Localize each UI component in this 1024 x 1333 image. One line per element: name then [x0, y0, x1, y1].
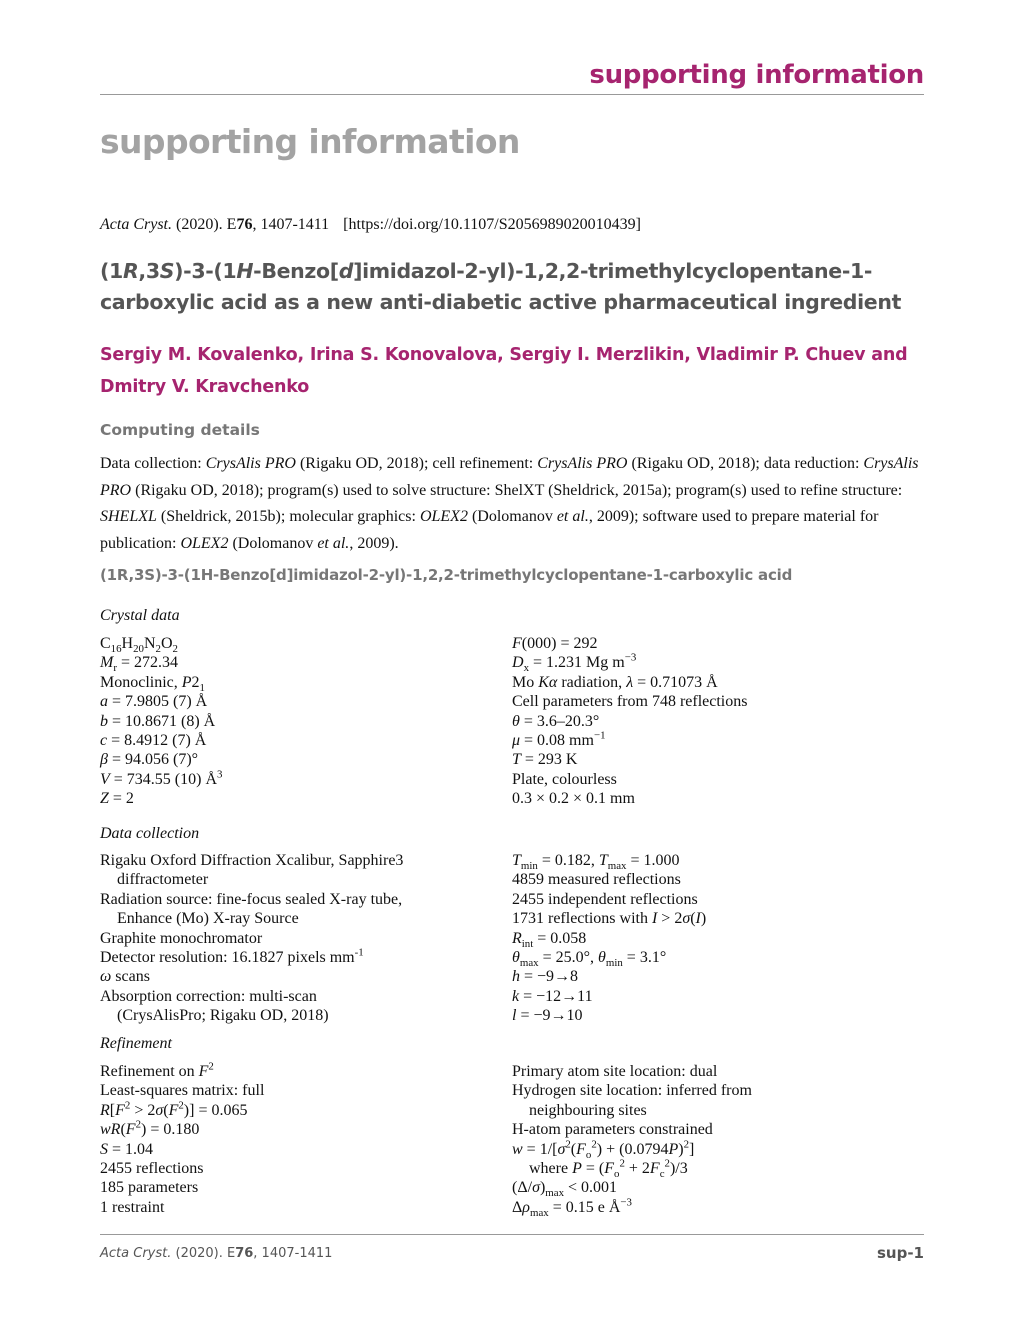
- formula-row: $C_{16}H_{20}N_2O_2$: [100, 635, 178, 656]
- article-title: [100, 256, 930, 318]
- computing-details-text: [100, 451, 930, 557]
- text-run: (Dolomanov: [467, 508, 557, 525]
- data-collection-heading: Data collection: [100, 825, 200, 842]
- h-range-row: h = −9→8: [512, 968, 579, 986]
- text-run: (Sheldrick, 2015b); molecular graphics:: [156, 508, 420, 525]
- refinement-heading: Refinement: [100, 1035, 172, 1052]
- hydrogen-site-row-cont: neighbouring sites: [529, 1101, 647, 1119]
- citation-doi-link[interactable]: [https://doi.org/10.1107/S2056989020010439]: [343, 216, 641, 233]
- primary-site-row: Primary atom site location: dual: [512, 1063, 718, 1080]
- title-part: -Benzo[: [253, 259, 339, 283]
- header-title: supporting information: [589, 60, 924, 90]
- citation-pages: , 1407-1411: [252, 216, 330, 233]
- theta-row: θ = 3.6–20.3°: [512, 712, 600, 730]
- title-part: ,3: [138, 259, 160, 283]
- text-run: (Rigaku OD, 2018); cell refinement:: [295, 455, 538, 472]
- weight-row: $w = 1/[\sigma^2(F_o^2) + (0.0794P)^2]$: [512, 1138, 695, 1161]
- volume-row: V = 734.55 (10) $Å^3$: [100, 768, 223, 788]
- mr-row: $M_r = 272.34$: [100, 654, 178, 675]
- source-row: Radiation source: fine-focus sealed X-ray tube,: [100, 890, 403, 908]
- r-factor-row: $R[F^2 > 2\sigma(F^2)] = 0.065$: [100, 1099, 248, 1119]
- compound-name: (1R,3S)-3-(1H-Benzo[d]imidazol-2-yl)-1,2,2-trimethylcyclopentane-1-carboxylic acid: [100, 566, 793, 584]
- refinement-right: [512, 1062, 752, 1220]
- text-run: , 2009); software used to prepare material for publication:: [100, 508, 879, 552]
- software-name: CrysAlis PRO: [205, 455, 296, 472]
- z-row: Z = 2: [100, 790, 134, 808]
- footer-divider: [100, 1234, 924, 1235]
- habit-row: Plate, colourless: [512, 770, 617, 788]
- monochromator-row: Graphite monochromator: [100, 929, 263, 947]
- footer-pages: , 1407-1411: [253, 1246, 333, 1261]
- header-divider: [100, 94, 924, 95]
- citation-year: (2020). E: [176, 216, 237, 233]
- cell-b-row: b = 10.8671 (8) Å: [100, 712, 216, 730]
- data-collection-right: [512, 851, 706, 1026]
- size-row: 0.3 × 0.2 × 0.1 mm: [512, 790, 635, 808]
- s-row: S = 1.04: [100, 1140, 154, 1158]
- software-name: SHELXL: [100, 508, 157, 525]
- f000-row: F(000) = 292: [512, 635, 598, 652]
- wr-row: $wR(F^2) = 0.180$: [100, 1118, 200, 1139]
- title-part: d: [338, 259, 354, 283]
- radiation-row: Mo Kα radiation, λ = 0.71073 Å: [512, 673, 718, 691]
- crystal-system-row: Monoclinic, $P2_1$: [100, 673, 205, 694]
- text-run: (Rigaku OD, 2018); program(s) used to solve structure: ShelXT (Sheldrick, 2015a); program(s) used to refine structure:: [131, 481, 903, 499]
- instrument-row: Rigaku Oxford Diffraction Xcalibur, Sapphire3: [100, 852, 404, 869]
- text-run: (Rigaku OD, 2018); data reduction:: [627, 455, 864, 472]
- title-part: R: [122, 259, 139, 283]
- text-run: et al.: [556, 508, 589, 525]
- h-atom-row: H-atom parameters constrained: [512, 1121, 713, 1139]
- text-run: (Dolomanov: [228, 534, 318, 552]
- weight-row-cont: where $P = (F_o^2 + 2F_c^2)/3$: [529, 1157, 688, 1181]
- absorption-row-cont: (CrysAlisPro; Rigaku OD, 2018): [117, 1007, 329, 1025]
- footer-year: (2020). E: [171, 1246, 236, 1261]
- observed-row: 1731 reflections with I > 2σ(I): [512, 910, 707, 928]
- citation-volume: 76: [236, 216, 253, 233]
- l-range-row: l = −9→10: [512, 1007, 583, 1025]
- independent-row: 2455 independent reflections: [512, 890, 698, 908]
- data-collection-left: [100, 851, 403, 1026]
- detector-row: Detector resolution: 16.1827 pixels $mm^{-1}$: [100, 946, 364, 967]
- title-part: H: [236, 259, 254, 283]
- measured-row: 4859 measured reflections: [512, 871, 681, 889]
- crystal-data-right: [512, 634, 747, 809]
- absorption-row: Absorption correction: multi-scan: [100, 987, 317, 1005]
- mu-row: μ = 0.08 $mm^{-1}$: [512, 729, 606, 750]
- refinement-on-row: Refinement on $F^2$: [100, 1060, 214, 1080]
- footer-citation: [100, 1246, 332, 1261]
- beta-row: β = 94.056 (7)°: [100, 751, 199, 769]
- text-run: , 2009).: [349, 534, 399, 552]
- software-name: CrysAlis PRO: [537, 455, 628, 472]
- parameters-row: 185 parameters: [100, 1179, 199, 1197]
- theta-range-row: $\theta_{max} = 25.0^\circ$, $\theta_{min} = 3.1^\circ$: [512, 949, 667, 970]
- page-number: sup-1: [876, 1244, 924, 1262]
- software-name: OLEX2: [419, 508, 468, 525]
- k-range-row: k = −12→11: [512, 987, 593, 1005]
- density-row: $D_x = 1.231$ Mg $m^{-3}$: [512, 652, 637, 675]
- title-part: (1: [100, 259, 123, 283]
- source-row-cont: Enhance (Mo) X-ray Source: [117, 910, 299, 928]
- text-run: Data collection:: [100, 455, 206, 472]
- instrument-row-cont: diffractometer: [117, 871, 209, 889]
- scan-row: ω scans: [100, 968, 150, 986]
- shift-row: $(\Delta/\sigma)_{max} < 0.001$: [512, 1179, 618, 1200]
- cell-params-row: Cell parameters from 748 reflections: [512, 693, 748, 711]
- cell-c-row: c = 8.4912 (7) Å: [100, 732, 207, 750]
- footer-volume: 76: [235, 1246, 254, 1261]
- temperature-row: T = 293 K: [512, 751, 578, 769]
- rint-row: $R_{int} = 0.058$: [512, 929, 587, 950]
- software-name: OLEX2: [180, 534, 229, 552]
- restraint-row: 1 restraint: [100, 1198, 165, 1216]
- matrix-row: Least-squares matrix: full: [100, 1082, 265, 1100]
- title-part: ]imidazol-2-yl)-1,2,2-trimethylcyclopentane-1-carboxylic acid as a new anti-diabetic active pharmaceutical ingredient: [100, 259, 902, 314]
- title-part: S: [159, 259, 175, 283]
- reflections-row: 2455 reflections: [100, 1160, 204, 1178]
- footer-journal: Acta Cryst.: [100, 1246, 172, 1261]
- hydrogen-site-row: Hydrogen site location: inferred from: [512, 1082, 752, 1100]
- rho-max-row: $\Delta\rho_{max} = 0.15$ e $Å^{-3}$: [512, 1196, 632, 1220]
- computing-details-heading: Computing details: [100, 421, 260, 439]
- refinement-left: [100, 1062, 264, 1217]
- page-title: supporting information: [100, 122, 520, 161]
- citation-journal: Acta Cryst.: [100, 216, 172, 233]
- cell-a-row: a = 7.9805 (7) Å: [100, 693, 208, 711]
- crystal-data-left: [100, 634, 222, 809]
- tmin-tmax-row: $T_{min} = 0.182$, $T_{max} = 1.000$: [512, 852, 680, 873]
- software-name: CrysAlis PRO: [100, 455, 919, 499]
- text-run: et al.: [317, 534, 350, 552]
- title-part: )-3-(1: [174, 259, 237, 283]
- citation: [100, 216, 641, 234]
- author-list: Sergiy M. Kovalenko, Irina S. Konovalova, Sergiy I. Merzlikin, Vladimir P. Chuev and Dmitry V. Kravchenko: [100, 345, 908, 397]
- crystal-data-heading: Crystal data: [100, 607, 180, 624]
